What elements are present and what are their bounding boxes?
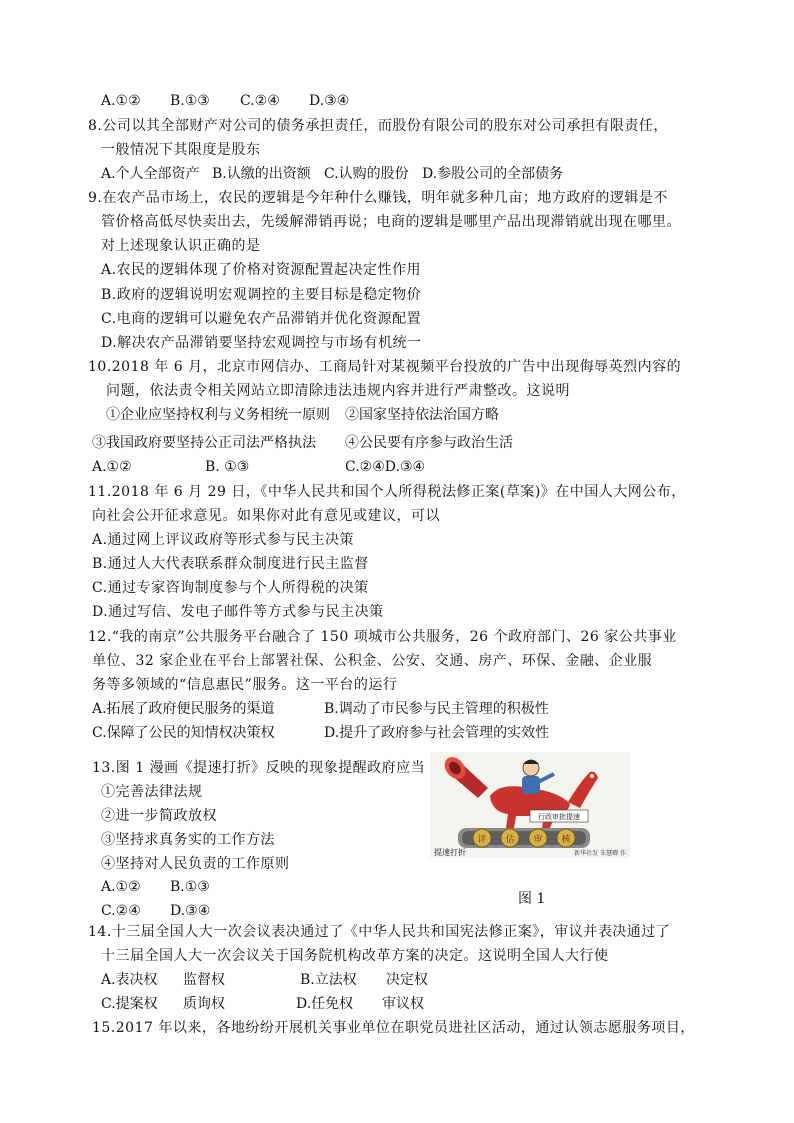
q7-option-d: D.③④ <box>309 93 350 109</box>
coin-4 <box>557 829 575 847</box>
q8-option-c: C.认购的股份 <box>324 166 409 182</box>
q11-option-d: D.通过写信、发电子邮件等方式参与民主决策 <box>92 604 384 620</box>
q13-option-d: D.③④ <box>170 903 211 919</box>
q14-option-d-2: 审议权 <box>382 996 424 1012</box>
coin-2 <box>501 829 519 847</box>
cartoon-illustration <box>430 752 630 858</box>
svg-text:审: 审 <box>533 835 543 845</box>
q12-option-a: A.拓展了政府便民服务的渠道 <box>92 701 275 717</box>
q12-option-b: B.调动了市民参与民主管理的积极性 <box>324 701 549 717</box>
q13-item-2: ②进一步简政放权 <box>101 808 217 824</box>
q9-stem-line-1: 9.在农产品市场上，农民的逻辑是今年种什么赚钱，明年就多种几亩；地方政府的逻辑是不 <box>88 190 668 206</box>
q13-stem: 13.图 1 漫画《提速打折》反映的现象提醒政府应当 <box>92 760 426 776</box>
q10-item-2: ②国家坚持依法治国方略 <box>345 407 499 423</box>
q14-stem-line-2: 十三届全国人大一次会议关于国务院机构改革方案的决定。这说明全国人大行使 <box>101 948 609 964</box>
q14-option-a: A.表决权 <box>101 972 158 988</box>
figure-1-cartoon <box>430 752 630 858</box>
q11-option-a: A.通过网上评议政府等形式参与民主决策 <box>92 532 355 548</box>
q9-option-c: C.电商的逻辑可以避免农产品滞销并优化资源配置 <box>101 311 422 327</box>
q10-option-cd: C.②④D.③④ <box>345 459 426 475</box>
q9-stem-line-2: 管价格高低尽快卖出去，先缓解滞销再说；电商的逻辑是哪里产品出现滞销就出现在哪里。 <box>101 214 681 230</box>
q8-option-a: A.个人全部资产 <box>101 166 200 182</box>
q12-stem-line-2: 单位、32 家企业在平台上部署社保、公积金、公安、交通、房产、环保、金融、企业服 <box>92 653 653 669</box>
q7-option-a: A.①② <box>101 93 141 109</box>
q10-item-3: ③我国政府要坚持公正司法严格执法 <box>92 435 316 451</box>
cartoon-credit: 新华社发 朱慧卿 作 <box>574 850 626 857</box>
svg-text:核: 核 <box>561 835 571 845</box>
q11-stem-line-1: 11.2018 年 6 月 29 日，《中华人民共和国个人所得税法修正案(草案)》在中国人大网公布， <box>88 484 686 500</box>
q14-option-c: C.提案权 <box>101 996 158 1012</box>
q10-option-a: A.①② <box>92 459 132 475</box>
q10-option-b: B. ①③ <box>205 459 250 475</box>
q12-option-d: D.提升了政府参与社会管理的实效性 <box>324 725 550 741</box>
q13-item-4: ④坚持对人民负责的工作原则 <box>101 856 290 872</box>
q13-item-1: ①完善法律法规 <box>101 784 203 800</box>
q11-option-c: C.通过专家咨询制度参与个人所得税的决策 <box>92 580 369 596</box>
svg-text:估: 估 <box>505 835 515 845</box>
q9-option-a: A.农民的逻辑体现了价格对资源配置起决定性作用 <box>101 262 422 278</box>
coin-3 <box>529 829 547 847</box>
q14-stem-line-1: 14.十三届全国人大一次会议表决通过了《中华人民共和国宪法修正案》，审议并表决通过了 <box>88 924 671 940</box>
q9-stem-line-3: 对上述现象认识正确的是 <box>101 238 261 254</box>
q14-option-b: B.立法权 <box>300 972 357 988</box>
q14-option-a-2: 监督权 <box>183 972 225 988</box>
cartoon-title: 提速打折 <box>434 848 466 857</box>
coin-1 <box>473 829 491 847</box>
q11-option-b: B.通过人大代表联系群众制度进行民主监督 <box>92 556 369 572</box>
q7-option-c: C.②④ <box>240 93 280 109</box>
q14-option-d: D.任免权 <box>296 996 354 1012</box>
q15-stem-line-1: 15.2017 年以来，各地纷纷开展机关事业单位在职党员进社区活动，通过认领志愿服务项目， <box>92 1020 695 1036</box>
figure-1-caption: 图 1 <box>518 891 546 907</box>
q10-item-1: ①企业应坚持权利与义务相统一原则 <box>106 407 330 423</box>
q14-option-b-2: 决定权 <box>386 972 428 988</box>
q8-option-b: B.认缴的出资额 <box>212 166 311 182</box>
q13-option-a: A.①② <box>101 879 141 895</box>
q7-option-b: B.①③ <box>170 93 210 109</box>
q9-option-b: B.政府的逻辑说明宏观调控的主要目标是稳定物价 <box>101 287 422 303</box>
q8-stem-line-1: 8.公司以其全部财产对公司的债务承担责任，而股份有限公司的股东对公司承担有限责任， <box>88 118 668 134</box>
banner-text: 行政审批提速 <box>538 813 580 821</box>
q14-option-c-2: 质询权 <box>183 996 225 1012</box>
q11-stem-line-2: 向社会公开征求意见。如果你对此有意见或建议，可以 <box>92 508 440 524</box>
q8-option-d: D.参股公司的全部债务 <box>422 166 564 182</box>
q9-option-d: D.解决农产品滞销要坚持宏观调控与市场有机统一 <box>101 335 422 351</box>
q12-stem-line-3: 务等多领域的“信息惠民”服务。这一平台的运行 <box>92 677 398 693</box>
q12-option-c: C.保障了公民的知情权决策权 <box>92 725 275 741</box>
q13-option-c: C.②④ <box>101 903 141 919</box>
svg-text:评: 评 <box>477 835 487 845</box>
q10-stem-line-2: 问题，依法责令相关网站立即清除违法违规内容并进行严肃整改。这说明 <box>106 383 570 399</box>
q10-item-4: ④公民要有序参与政治生活 <box>345 435 513 451</box>
q10-stem-line-1: 10.2018 年 6 月，北京市网信办、工商局针对某视频平台投放的广告中出现侮辱英烈内容的 <box>88 359 682 375</box>
q13-item-3: ③坚持求真务实的工作方法 <box>101 832 275 848</box>
q13-option-b: B.①③ <box>170 879 210 895</box>
q12-stem-line-1: 12.“我的南京”公共服务平台融合了 150 项城市公共服务，26 个政府部门、26 家公共事业 <box>88 629 677 645</box>
q8-stem-line-2: 一般情况下其限度是股东 <box>101 142 261 158</box>
